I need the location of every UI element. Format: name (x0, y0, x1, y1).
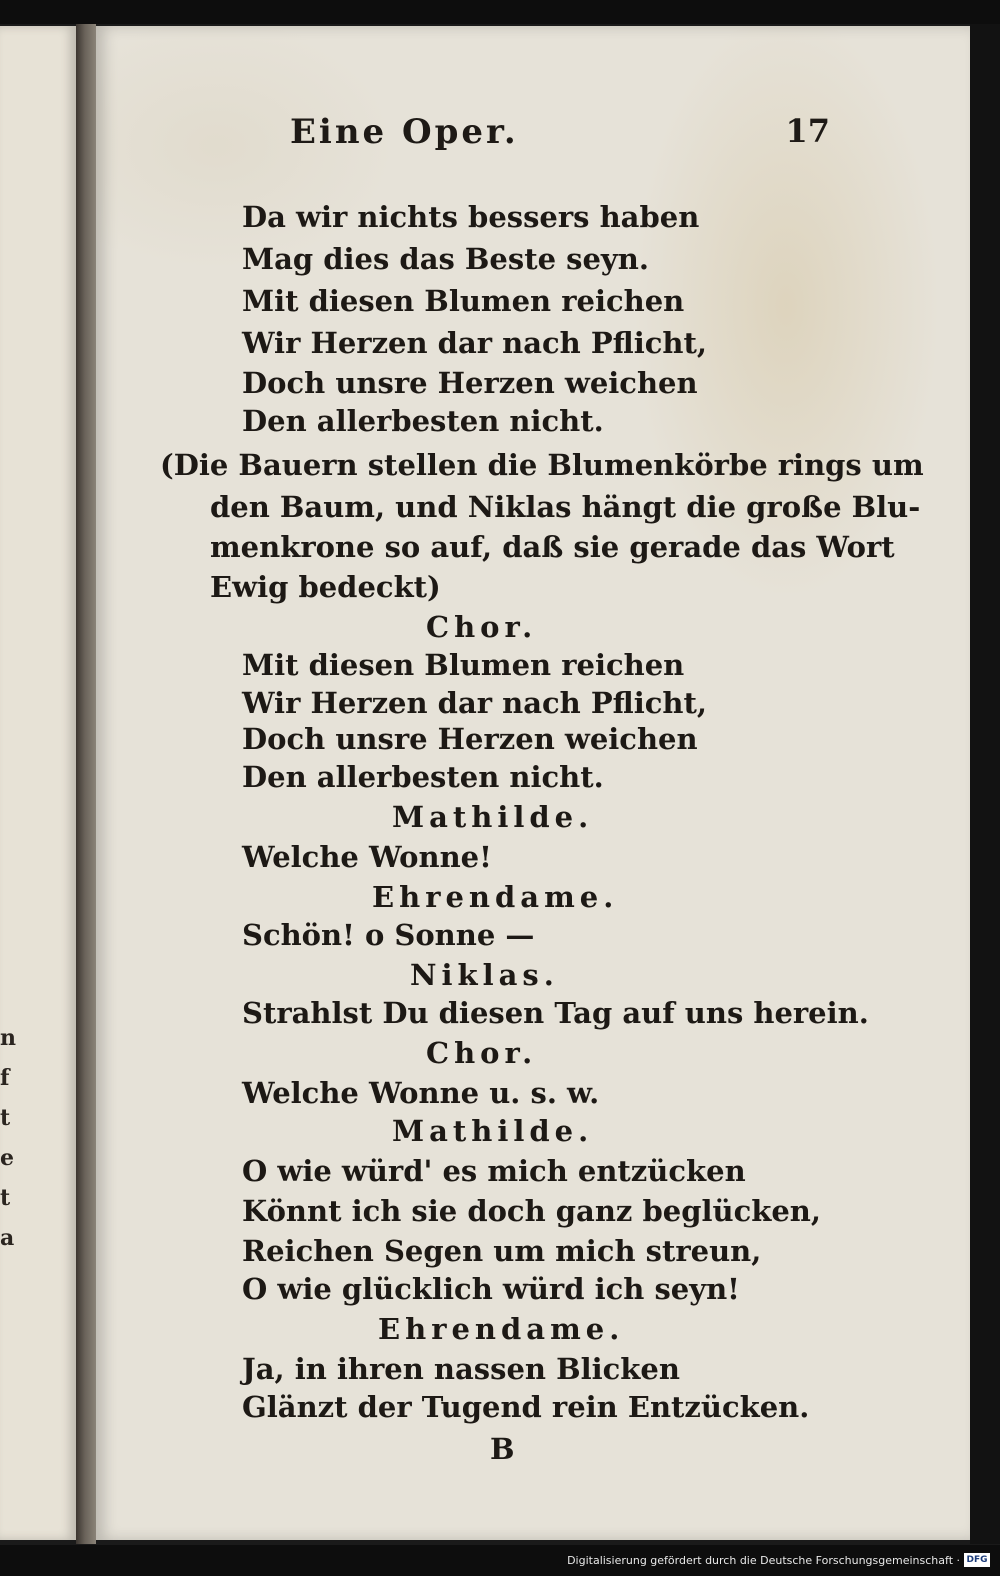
verse-line: Ja, in ihren nassen Blicken (242, 1352, 680, 1386)
verse-line: Mit diesen Blumen reichen (242, 648, 685, 682)
page-edge (970, 24, 1000, 1544)
book-spine (76, 24, 96, 1544)
footer-bar (0, 1545, 1000, 1576)
stage-direction-line: den Baum, und Niklas hängt die große Blu- (210, 490, 921, 524)
speaker-name: Mathilde. (392, 800, 594, 834)
speaker-name: Chor. (426, 1036, 538, 1070)
page-header (290, 112, 830, 158)
verse-line: O wie würd' es mich entzücken (242, 1154, 746, 1188)
facing-letter: t (0, 1105, 11, 1131)
verse-line: Da wir nichts bessers haben (242, 200, 700, 234)
facing-letter: n (0, 1025, 16, 1051)
verse-line: Den allerbesten nicht. (242, 404, 604, 438)
stage-direction-line: (Die Bauern stellen die Blumenkörbe rings um (160, 448, 924, 482)
stage-direction-line: Ewig bedeckt) (210, 570, 441, 604)
verse-line: Könnt ich sie doch ganz beglücken, (242, 1194, 821, 1228)
verse-line: Welche Wonne u. s. w. (242, 1076, 600, 1110)
facing-page-letters (0, 1018, 16, 1258)
facing-letter: a (0, 1225, 15, 1251)
facing-letter: f (0, 1065, 10, 1091)
running-head: Eine Oper. (290, 112, 519, 152)
page-number: 17 (785, 112, 830, 150)
facing-letter: e (0, 1145, 14, 1171)
verse-line: Wir Herzen dar nach Pflicht, (242, 326, 707, 360)
verse-line: Mag dies das Beste seyn. (242, 242, 649, 276)
speaker-name: Chor. (426, 610, 538, 644)
speaker-name: Niklas. (410, 958, 559, 992)
verse-line: Mit diesen Blumen reichen (242, 284, 685, 318)
facing-page-edge (0, 26, 76, 1540)
speaker-name: Mathilde. (392, 1114, 594, 1148)
signature-mark: B (490, 1432, 515, 1466)
speaker-name: Ehrendame. (378, 1312, 625, 1346)
dfg-logo-icon: DFG (964, 1553, 990, 1567)
verse-line: Doch unsre Herzen weichen (242, 722, 698, 756)
verse-line: Schön! o Sonne — (242, 918, 535, 952)
footer-credit: Digitalisierung gefördert durch die Deutsche Forschungsgemeinschaft · (567, 1554, 960, 1567)
stage-direction-line: menkrone so auf, daß sie gerade das Wort (210, 530, 895, 564)
top-bar (0, 0, 1000, 24)
verse-line: Doch unsre Herzen weichen (242, 366, 698, 400)
facing-letter: t (0, 1185, 11, 1211)
speaker-name: Ehrendame. (372, 880, 619, 914)
verse-line: O wie glücklich würd ich seyn! (242, 1272, 740, 1306)
verse-line: Den allerbesten nicht. (242, 760, 604, 794)
verse-line: Wir Herzen dar nach Pflicht, (242, 686, 707, 720)
verse-line: Glänzt der Tugend rein Entzücken. (242, 1390, 810, 1424)
verse-line: Welche Wonne! (242, 840, 492, 874)
verse-line: Reichen Segen um mich streun, (242, 1234, 762, 1268)
verse-line: Strahlst Du diesen Tag auf uns herein. (242, 996, 869, 1030)
